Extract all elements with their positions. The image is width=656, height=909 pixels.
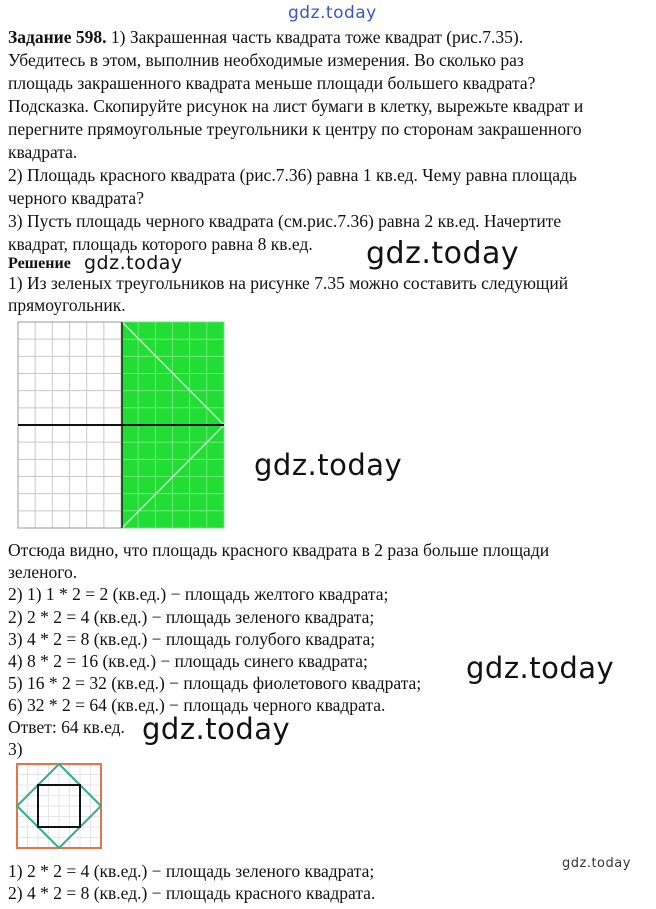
watermark-large-4: gdz.today bbox=[142, 712, 291, 746]
watermark-large-3: gdz.today bbox=[466, 651, 615, 685]
calc-line: 6) 32 * 2 = 64 (кв.ед.) − площадь черного квадрата. bbox=[8, 695, 386, 715]
watermark-inline: gdz.today bbox=[84, 252, 183, 274]
task-line: Убедитесь в этом, выполнив необходимые измерения. Во сколько раз bbox=[8, 50, 524, 70]
conclusion-line: Отсюда видно, что площадь красного квадрата в 2 раза больше площади bbox=[8, 540, 550, 560]
calc-line: 3) 4 * 2 = 8 (кв.ед.) − площадь голубого квадрата; bbox=[8, 629, 376, 649]
solution-line: 1) Из зеленых треугольников на рисунке 7.35 можно составить следующий bbox=[8, 273, 569, 293]
calc-line: 5) 16 * 2 = 32 (кв.ед.) − площадь фиолетового квадрата; bbox=[8, 673, 422, 693]
task-line: квадрат, площадь которого равна 8 кв.ед. bbox=[8, 234, 313, 254]
watermark-top: gdz.today bbox=[288, 3, 377, 23]
calc-line: 2) 1) 1 * 2 = 2 (кв.ед.) − площадь желтого квадрата; bbox=[8, 584, 389, 604]
solution-heading: Решение bbox=[8, 255, 71, 272]
watermark-large-1: gdz.today bbox=[366, 236, 520, 271]
watermark-small-bottom: gdz.today bbox=[562, 856, 631, 871]
nested-squares-figure bbox=[14, 760, 104, 852]
task-line: Подсказка. Скопируйте рисунок на лист бумаги в клетку, вырежьте квадрат и bbox=[8, 96, 584, 116]
grid-lines bbox=[17, 764, 101, 848]
watermark-large-2: gdz.today bbox=[254, 448, 403, 482]
task-line: перегните прямоугольные треугольники к центру по сторонам закрашенного bbox=[8, 119, 582, 139]
task-text: 1) Закрашенная часть квадрата тоже квадрат (рис.7.35). bbox=[106, 27, 524, 47]
conclusion-line: зеленого. bbox=[8, 562, 78, 582]
part3-line: 1) 2 * 2 = 4 (кв.ед.) − площадь зеленого квадрата; bbox=[8, 861, 375, 881]
solution-line: прямоугольник. bbox=[8, 295, 126, 315]
calc-line: 4) 8 * 2 = 16 (кв.ед.) − площадь синего квадрата; bbox=[8, 651, 368, 671]
task-label: Задание 598. bbox=[8, 27, 107, 47]
task-line-1 bbox=[8, 26, 523, 48]
part3-line: 2) 4 * 2 = 8 (кв.ед.) − площадь красного квадрата. bbox=[8, 883, 376, 903]
task-line: 2) Площадь красного квадрата (рис.7.36) равна 1 кв.ед. Чему равна площадь bbox=[8, 165, 577, 185]
part3-label: 3) bbox=[8, 739, 23, 759]
task-line: черного квадрата? bbox=[8, 188, 144, 208]
task-line: квадрата. bbox=[8, 142, 78, 162]
rectangle-figure bbox=[14, 318, 228, 534]
task-line: 3) Пусть площадь черного квадрата (см.рис.7.36) равна 2 кв.ед. Начертите bbox=[8, 211, 562, 231]
calc-line: 2) 2 * 2 = 4 (кв.ед.) − площадь зеленого квадрата; bbox=[8, 607, 375, 627]
task-line: площадь закрашенного квадрата меньше площади большего квадрата? bbox=[8, 73, 536, 93]
answer-text: Ответ: 64 кв.ед. bbox=[8, 717, 125, 737]
